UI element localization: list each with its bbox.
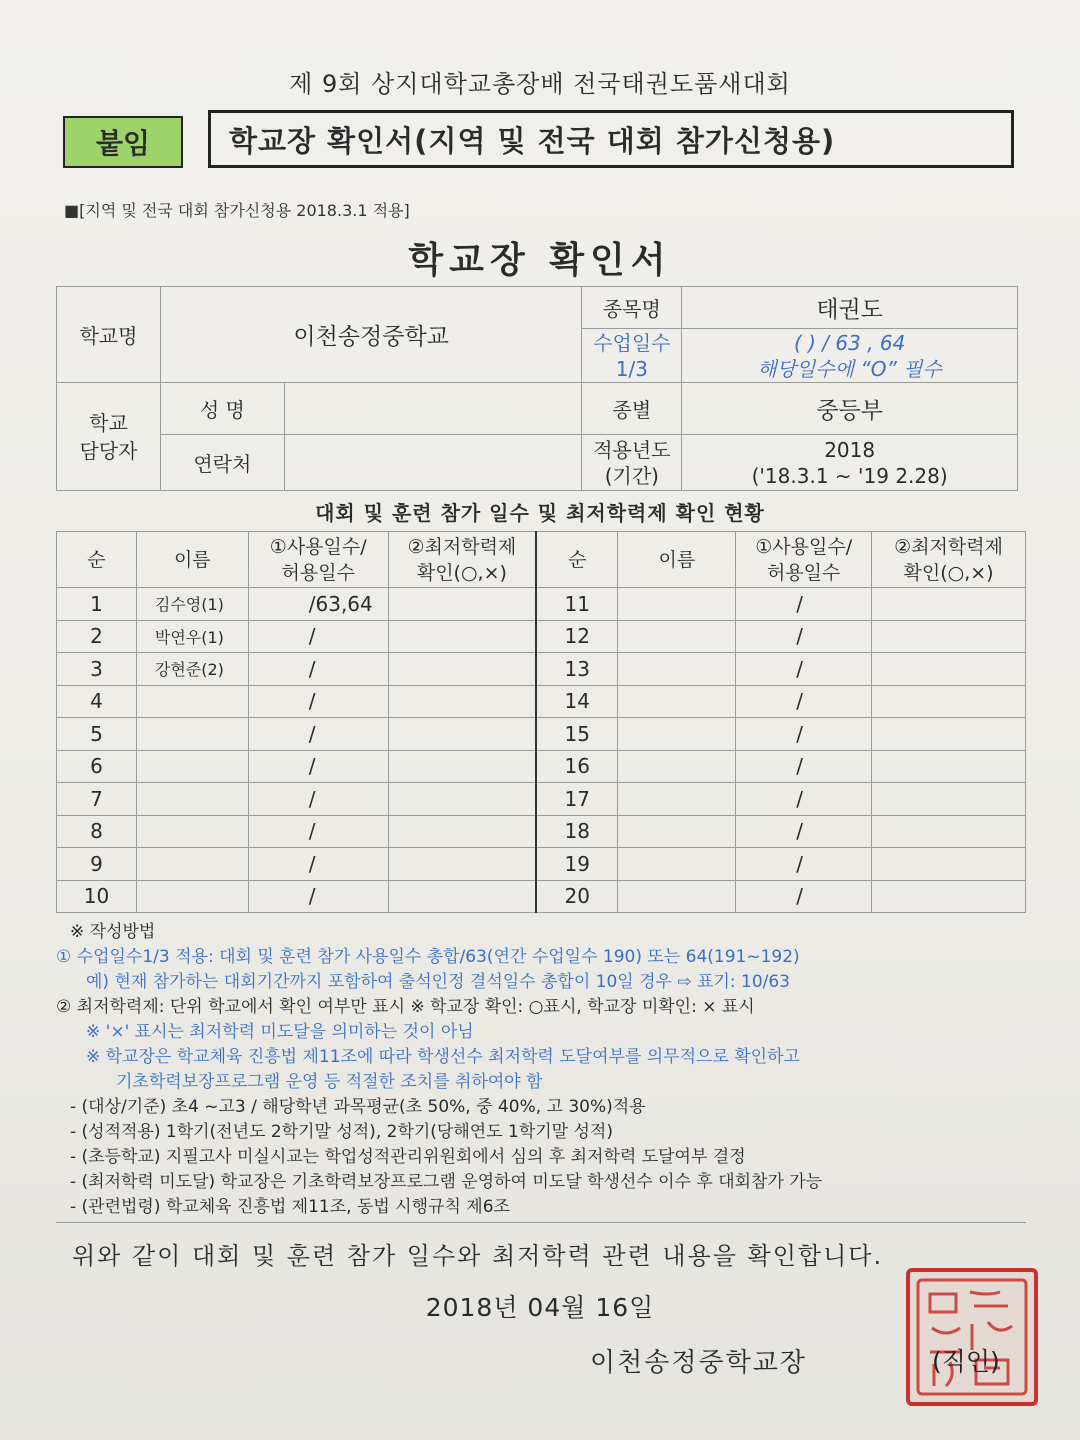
academic-check[interactable] bbox=[872, 750, 1026, 783]
seal-pattern-icon bbox=[910, 1272, 1034, 1402]
academic-check[interactable] bbox=[388, 848, 536, 881]
student-name[interactable] bbox=[618, 750, 736, 783]
table-row bbox=[57, 653, 1026, 686]
academic-check[interactable] bbox=[388, 588, 536, 621]
event-title: 제 9회 상지대학교총장배 전국태권도품새대회 bbox=[289, 70, 791, 98]
student-name[interactable] bbox=[618, 783, 736, 816]
instruction-line: ② 최저학력제: 단위 학교에서 확인 여부만 표시 ※ 학교장 확인: ○표시, 학교장 미확인: × 표시 bbox=[56, 997, 755, 1017]
student-name: 김수영(1) bbox=[136, 588, 248, 621]
academic-check[interactable] bbox=[872, 588, 1026, 621]
principal-signature: 이천송정중학교장 bbox=[590, 1348, 807, 1378]
col-name: 이름 bbox=[136, 532, 248, 588]
academic-check[interactable] bbox=[388, 620, 536, 653]
row-number: 3 bbox=[57, 653, 137, 686]
row-number: 20 bbox=[536, 880, 618, 913]
student-name bbox=[136, 718, 248, 751]
days-used: / bbox=[248, 783, 388, 816]
row-number: 15 bbox=[536, 718, 618, 751]
col-days: ①사용일수/ 허용일수 bbox=[736, 532, 872, 588]
instruction-line: 예) 현재 참가하는 대회기간까지 포함하여 출석인정 결석일수 총합이 10일 경우 ⇨ 표기: 10/63 bbox=[86, 972, 790, 992]
academic-check[interactable] bbox=[388, 880, 536, 913]
row-number: 8 bbox=[57, 815, 137, 848]
student-name[interactable] bbox=[618, 815, 736, 848]
academic-check[interactable] bbox=[872, 783, 1026, 816]
info-table bbox=[56, 286, 1018, 491]
academic-check[interactable] bbox=[872, 718, 1026, 751]
row-number: 17 bbox=[536, 783, 618, 816]
attachment-badge: 붙임 bbox=[63, 116, 183, 168]
row-number: 16 bbox=[536, 750, 618, 783]
days-used: / bbox=[736, 750, 872, 783]
student-name[interactable] bbox=[618, 718, 736, 751]
student-name bbox=[136, 750, 248, 783]
days-used: / bbox=[736, 620, 872, 653]
col-academic: ②최저학력제 확인(○,×) bbox=[388, 532, 536, 588]
school-label: 학교명 bbox=[57, 287, 161, 383]
days-used: / bbox=[248, 750, 388, 783]
days-used: / bbox=[248, 848, 388, 881]
days-used: / bbox=[248, 685, 388, 718]
division-value: 중등부 bbox=[682, 383, 1018, 435]
division-label: 종별 bbox=[582, 383, 682, 435]
academic-check[interactable] bbox=[388, 718, 536, 751]
table-row bbox=[57, 750, 1026, 783]
academic-check[interactable] bbox=[388, 685, 536, 718]
academic-check[interactable] bbox=[872, 880, 1026, 913]
issue-date: 2018년 04월 16일 bbox=[425, 1293, 655, 1322]
days-used: / bbox=[736, 848, 872, 881]
instruction-line: 기초학력보장프로그램 운영 등 적절한 조치를 취하여야 함 bbox=[116, 1072, 543, 1092]
col-no: 순 bbox=[536, 532, 618, 588]
table-row bbox=[57, 718, 1026, 751]
days-used: / bbox=[736, 588, 872, 621]
row-number: 5 bbox=[57, 718, 137, 751]
days-used: / bbox=[736, 718, 872, 751]
row-number: 4 bbox=[57, 685, 137, 718]
days-used: / bbox=[248, 620, 388, 653]
instructions-heading: ※ 작성방법 bbox=[70, 922, 156, 942]
document-title: 학교장 확인서 bbox=[408, 240, 672, 281]
instruction-line: - (성적적용) 1학기(전년도 2학기말 성적), 2학기(당해연도 1학기말 성적) bbox=[70, 1122, 613, 1142]
academic-check[interactable] bbox=[388, 750, 536, 783]
instruction-line: - (최저학력 미도달) 학교장은 기초학력보장프로그램 운영하여 미도달 학생선수 이수 후 대회참가 가능 bbox=[70, 1172, 823, 1192]
row-number: 9 bbox=[57, 848, 137, 881]
row-number: 2 bbox=[57, 620, 137, 653]
table-row bbox=[57, 880, 1026, 913]
academic-check[interactable] bbox=[872, 815, 1026, 848]
roster-header-row bbox=[57, 532, 1026, 588]
seal-note: (직인) bbox=[932, 1347, 1000, 1376]
staff-name-field[interactable] bbox=[284, 383, 582, 435]
roster-heading: 대회 및 훈련 참가 일수 및 최저학력제 확인 현황 bbox=[315, 501, 765, 525]
col-name: 이름 bbox=[618, 532, 736, 588]
days-used: / bbox=[736, 685, 872, 718]
student-name[interactable] bbox=[618, 588, 736, 621]
academic-check[interactable] bbox=[388, 653, 536, 686]
row-number: 10 bbox=[57, 880, 137, 913]
row-number: 7 bbox=[57, 783, 137, 816]
days-used: / bbox=[736, 880, 872, 913]
instruction-line: - (관련법령) 학교체육 진흥법 제11조, 동법 시행규칙 제6조 bbox=[70, 1197, 510, 1217]
staff-label: 학교 담당자 bbox=[57, 383, 161, 491]
instruction-line: - (대상/기준) 초4 ~고3 / 해당학년 과목평균(초 50%, 중 40%, 고 30%)적용 bbox=[70, 1097, 646, 1117]
student-name[interactable] bbox=[618, 880, 736, 913]
staff-name-label: 성 명 bbox=[160, 383, 284, 435]
class-days-value: ( ) / 63 , 64 해당일수에 “O” 필수 bbox=[682, 329, 1018, 383]
days-used: / bbox=[248, 718, 388, 751]
student-name bbox=[136, 848, 248, 881]
academic-check[interactable] bbox=[872, 653, 1026, 686]
student-name[interactable] bbox=[618, 685, 736, 718]
academic-check[interactable] bbox=[388, 783, 536, 816]
student-name: 박연우(1) bbox=[136, 620, 248, 653]
academic-check[interactable] bbox=[872, 620, 1026, 653]
col-academic: ②최저학력제 확인(○,×) bbox=[872, 532, 1026, 588]
staff-contact-label: 연락처 bbox=[160, 435, 284, 491]
academic-check[interactable] bbox=[388, 815, 536, 848]
table-row bbox=[57, 848, 1026, 881]
col-days: ①사용일수/ 허용일수 bbox=[248, 532, 388, 588]
row-number: 1 bbox=[57, 588, 137, 621]
instruction-line: ※ 학교장은 학교체육 진흥법 제11조에 따라 학생선수 최저학력 도달여부를 의무적으로 확인하고 bbox=[86, 1047, 800, 1067]
table-row bbox=[57, 783, 1026, 816]
table-row bbox=[57, 815, 1026, 848]
staff-contact-field[interactable] bbox=[284, 435, 582, 491]
col-no: 순 bbox=[57, 532, 137, 588]
academic-check[interactable] bbox=[872, 848, 1026, 881]
days-used: / bbox=[248, 653, 388, 686]
student-name[interactable] bbox=[618, 848, 736, 881]
instruction-line: ① 수업일수1/3 적용: 대회 및 훈련 참가 사용일수 총합/63(연간 수업일수 190) 또는 64(191~192) bbox=[56, 947, 800, 967]
days-used: / bbox=[248, 880, 388, 913]
instruction-line: ※ '×' 표시는 최저학력 미도달을 의미하는 것이 아님 bbox=[86, 1022, 474, 1042]
school-value: 이천송정중학교 bbox=[160, 287, 581, 383]
row-number: 12 bbox=[536, 620, 618, 653]
instruction-line: - (초등학교) 지필고사 미실시교는 학업성적관리위원회에서 심의 후 최저학력 도달여부 결정 bbox=[70, 1147, 746, 1167]
academic-check[interactable] bbox=[872, 685, 1026, 718]
row-number: 19 bbox=[536, 848, 618, 881]
student-name bbox=[136, 685, 248, 718]
event-label: 종목명 bbox=[582, 287, 682, 329]
divider bbox=[56, 1222, 1026, 1223]
student-name bbox=[136, 783, 248, 816]
table-row bbox=[57, 620, 1026, 653]
student-name bbox=[136, 880, 248, 913]
row-number: 18 bbox=[536, 815, 618, 848]
student-name bbox=[136, 815, 248, 848]
roster-table bbox=[56, 531, 1026, 913]
instructions bbox=[56, 920, 1036, 1220]
table-row bbox=[57, 685, 1026, 718]
form-title: 학교장 확인서(지역 및 전국 대회 참가신청용) bbox=[208, 110, 1014, 168]
confirmation-statement: 위와 같이 대회 및 훈련 참가 일수와 최저학력 관련 내용을 확인합니다. bbox=[72, 1242, 884, 1270]
event-value: 태권도 bbox=[682, 287, 1018, 329]
form-subnote: ■[지역 및 전국 대회 참가신청용 2018.3.1 적용] bbox=[64, 201, 410, 220]
row-number: 6 bbox=[57, 750, 137, 783]
row-number: 13 bbox=[536, 653, 618, 686]
days-used: / bbox=[736, 653, 872, 686]
row-number: 14 bbox=[536, 685, 618, 718]
student-name[interactable] bbox=[618, 620, 736, 653]
days-used: / bbox=[736, 783, 872, 816]
year-label: 적용년도 (기간) bbox=[582, 435, 682, 491]
days-used: / bbox=[248, 815, 388, 848]
year-value: 2018 ('18.3.1 ~ '19 2.28) bbox=[682, 435, 1018, 491]
days-used: / bbox=[736, 815, 872, 848]
student-name: 강현준(2) bbox=[136, 653, 248, 686]
student-name[interactable] bbox=[618, 653, 736, 686]
class-days-label: 수업일수 1/3 bbox=[582, 329, 682, 383]
days-used: /63,64 bbox=[248, 588, 388, 621]
official-seal-stamp bbox=[906, 1268, 1038, 1406]
table-row bbox=[57, 588, 1026, 621]
row-number: 11 bbox=[536, 588, 618, 621]
